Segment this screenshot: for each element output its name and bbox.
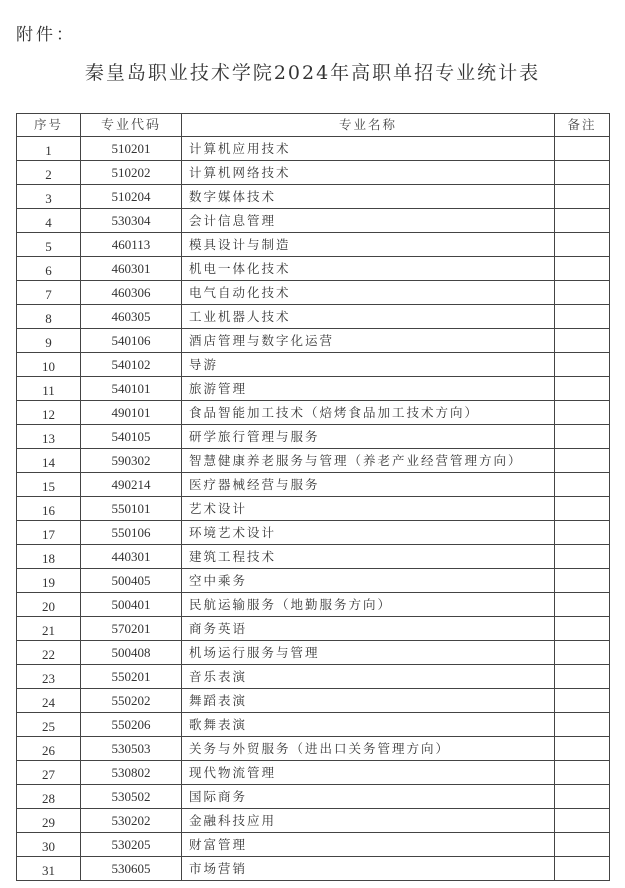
row-number: 27	[17, 761, 81, 785]
row-number: 24	[17, 689, 81, 713]
table-row	[17, 281, 610, 305]
major-code: 510201	[81, 137, 182, 161]
major-name: 艺术设计	[182, 497, 555, 521]
major-name: 市场营销	[182, 857, 555, 881]
table-row	[17, 785, 610, 809]
table-row	[17, 329, 610, 353]
majors-table	[16, 113, 610, 881]
remark	[555, 401, 610, 425]
table-row	[17, 257, 610, 281]
header-name: 专业名称	[182, 114, 555, 137]
row-number: 14	[17, 449, 81, 473]
table-row	[17, 737, 610, 761]
major-code: 490101	[81, 401, 182, 425]
remark	[555, 713, 610, 737]
table-row	[17, 449, 610, 473]
remark	[555, 665, 610, 689]
table-row	[17, 665, 610, 689]
major-code: 440301	[81, 545, 182, 569]
major-name: 歌舞表演	[182, 713, 555, 737]
major-code: 550202	[81, 689, 182, 713]
remark	[555, 785, 610, 809]
major-code: 530502	[81, 785, 182, 809]
table-row	[17, 569, 610, 593]
row-number: 7	[17, 281, 81, 305]
attachment-label: 附件：	[16, 25, 76, 45]
row-number: 20	[17, 593, 81, 617]
table-row	[17, 353, 610, 377]
row-number: 13	[17, 425, 81, 449]
row-number: 6	[17, 257, 81, 281]
table-row	[17, 617, 610, 641]
row-number: 12	[17, 401, 81, 425]
row-number: 9	[17, 329, 81, 353]
major-code: 460305	[81, 305, 182, 329]
remark	[555, 377, 610, 401]
major-code: 550201	[81, 665, 182, 689]
remark	[555, 137, 610, 161]
row-number: 1	[17, 137, 81, 161]
table-row	[17, 593, 610, 617]
major-code: 550101	[81, 497, 182, 521]
major-code: 590302	[81, 449, 182, 473]
table-row	[17, 305, 610, 329]
remark	[555, 209, 610, 233]
header-no: 序号	[17, 114, 81, 137]
table-row	[17, 641, 610, 665]
remark	[555, 737, 610, 761]
remark	[555, 329, 610, 353]
table-row	[17, 185, 610, 209]
table-row	[17, 497, 610, 521]
major-code: 460306	[81, 281, 182, 305]
major-name: 旅游管理	[182, 377, 555, 401]
major-name: 研学旅行管理与服务	[182, 425, 555, 449]
row-number: 8	[17, 305, 81, 329]
major-name: 现代物流管理	[182, 761, 555, 785]
major-name: 建筑工程技术	[182, 545, 555, 569]
remark	[555, 809, 610, 833]
remark	[555, 161, 610, 185]
row-number: 18	[17, 545, 81, 569]
major-name: 国际商务	[182, 785, 555, 809]
remark	[555, 449, 610, 473]
table-row	[17, 713, 610, 737]
major-code: 530605	[81, 857, 182, 881]
row-number: 26	[17, 737, 81, 761]
row-number: 22	[17, 641, 81, 665]
major-name: 音乐表演	[182, 665, 555, 689]
major-name: 导游	[182, 353, 555, 377]
major-name: 环境艺术设计	[182, 521, 555, 545]
major-code: 550106	[81, 521, 182, 545]
table-row	[17, 137, 610, 161]
table-row	[17, 857, 610, 881]
major-name: 机电一体化技术	[182, 257, 555, 281]
row-number: 10	[17, 353, 81, 377]
major-code: 500408	[81, 641, 182, 665]
major-name: 关务与外贸服务（进出口关务管理方向）	[182, 737, 555, 761]
major-name: 计算机应用技术	[182, 137, 555, 161]
major-code: 460301	[81, 257, 182, 281]
row-number: 16	[17, 497, 81, 521]
header-code: 专业代码	[81, 114, 182, 137]
major-code: 500405	[81, 569, 182, 593]
remark	[555, 185, 610, 209]
remark	[555, 305, 610, 329]
major-code: 530503	[81, 737, 182, 761]
major-name: 智慧健康养老服务与管理（养老产业经营管理方向）	[182, 449, 555, 473]
major-name: 食品智能加工技术（焙烤食品加工技术方向）	[182, 401, 555, 425]
major-code: 510202	[81, 161, 182, 185]
major-code: 530202	[81, 809, 182, 833]
table-row	[17, 545, 610, 569]
row-number: 19	[17, 569, 81, 593]
row-number: 21	[17, 617, 81, 641]
major-name: 舞蹈表演	[182, 689, 555, 713]
table-row	[17, 233, 610, 257]
major-code: 540106	[81, 329, 182, 353]
major-name: 计算机网络技术	[182, 161, 555, 185]
major-name: 模具设计与制造	[182, 233, 555, 257]
remark	[555, 833, 610, 857]
table-row	[17, 425, 610, 449]
major-code: 460113	[81, 233, 182, 257]
remark	[555, 473, 610, 497]
major-name: 机场运行服务与管理	[182, 641, 555, 665]
remark	[555, 521, 610, 545]
remark	[555, 353, 610, 377]
major-code: 540105	[81, 425, 182, 449]
document-title: 秦皇岛职业技术学院2024年高职单招专业统计表	[84, 62, 541, 84]
row-number: 2	[17, 161, 81, 185]
major-code: 510204	[81, 185, 182, 209]
row-number: 25	[17, 713, 81, 737]
row-number: 11	[17, 377, 81, 401]
row-number: 17	[17, 521, 81, 545]
major-name: 医疗器械经营与服务	[182, 473, 555, 497]
remark	[555, 545, 610, 569]
table-row	[17, 473, 610, 497]
major-code: 540101	[81, 377, 182, 401]
row-number: 30	[17, 833, 81, 857]
remark	[555, 689, 610, 713]
major-name: 商务英语	[182, 617, 555, 641]
table-row	[17, 521, 610, 545]
major-name: 财富管理	[182, 833, 555, 857]
major-code: 490214	[81, 473, 182, 497]
remark	[555, 761, 610, 785]
row-number: 5	[17, 233, 81, 257]
remark	[555, 257, 610, 281]
major-name: 民航运输服务（地勤服务方向）	[182, 593, 555, 617]
row-number: 29	[17, 809, 81, 833]
table-row	[17, 809, 610, 833]
major-name: 电气自动化技术	[182, 281, 555, 305]
table-header-row	[17, 114, 610, 137]
table-row	[17, 401, 610, 425]
row-number: 31	[17, 857, 81, 881]
table-row	[17, 689, 610, 713]
row-number: 28	[17, 785, 81, 809]
header-note: 备注	[555, 114, 610, 137]
major-code: 570201	[81, 617, 182, 641]
major-code: 500401	[81, 593, 182, 617]
major-name: 金融科技应用	[182, 809, 555, 833]
major-code: 530304	[81, 209, 182, 233]
remark	[555, 857, 610, 881]
table-row	[17, 761, 610, 785]
major-name: 工业机器人技术	[182, 305, 555, 329]
row-number: 4	[17, 209, 81, 233]
table-row	[17, 377, 610, 401]
major-name: 数字媒体技术	[182, 185, 555, 209]
major-name: 空中乘务	[182, 569, 555, 593]
row-number: 3	[17, 185, 81, 209]
table-row	[17, 209, 610, 233]
row-number: 15	[17, 473, 81, 497]
major-code: 530205	[81, 833, 182, 857]
remark	[555, 593, 610, 617]
major-name: 会计信息管理	[182, 209, 555, 233]
table-row	[17, 833, 610, 857]
major-code: 530802	[81, 761, 182, 785]
remark	[555, 569, 610, 593]
major-code: 540102	[81, 353, 182, 377]
remark	[555, 281, 610, 305]
remark	[555, 497, 610, 521]
remark	[555, 641, 610, 665]
table-body	[17, 137, 610, 881]
remark	[555, 233, 610, 257]
row-number: 23	[17, 665, 81, 689]
table-row	[17, 161, 610, 185]
major-code: 550206	[81, 713, 182, 737]
remark	[555, 617, 610, 641]
remark	[555, 425, 610, 449]
major-name: 酒店管理与数字化运营	[182, 329, 555, 353]
